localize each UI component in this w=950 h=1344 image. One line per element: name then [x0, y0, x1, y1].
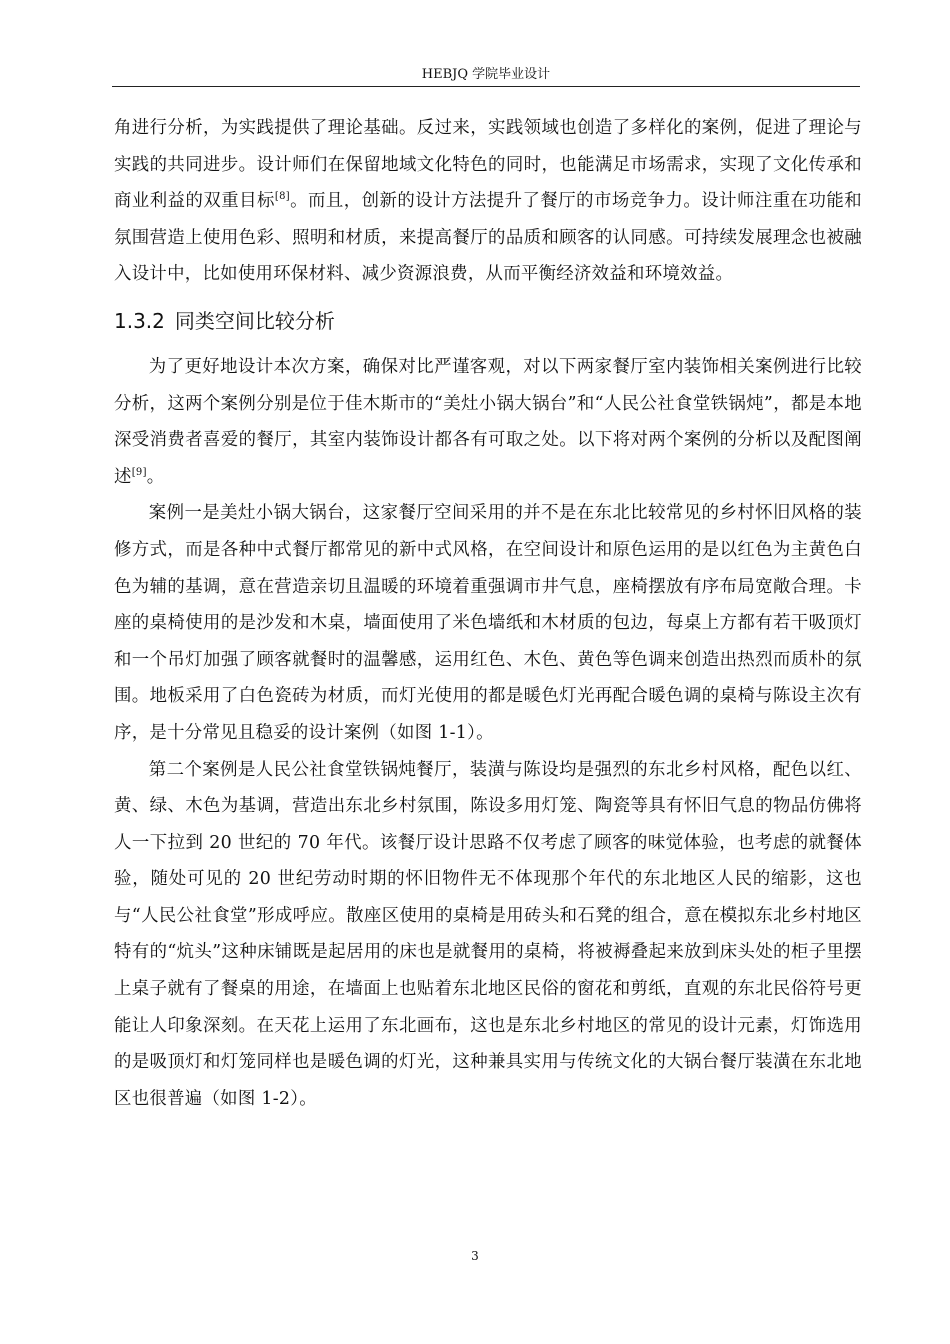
section-heading: [114, 293, 862, 349]
paragraph-text: 角进行分析，为实践提供了理论基础。反过来，实践领域也创造了多样化的案例，促进了理论与实践的共同进步。设计师们在保留地域文化特色的同时，也能满足市场需求，实现了文化传承和商业利益的双重目标: [114, 118, 862, 212]
paragraph-text: 。而且，创新的设计方法提升了餐厅的市场竞争力。设计师注重在功能和氛围营造上使用色彩、照明和材质，来提高餐厅的品质和顾客的认同感。可持续发展理念也被融入设计中，比如使用环保材料、减少资源浪费，从而平衡经济效益和环境效益。: [114, 191, 862, 285]
paragraph-case-one: 案例一是美灶小锅大锅台，这家餐厅空间采用的并不是在东北比较常见的乡村怀旧风格的装修方式，而是各种中式餐厅都常见的新中式风格，在空间设计和原色运用的是以红色为主黄色白色为辅的基调，意在营造亲切且温暖的环境着重强调市井气息，座椅摆放有序布局宽敞合理。卡座的桌椅使用的是沙发和木桌，墙面使用了米色墙纸和木材质的包边，每桌上方都有若干吸顶灯和一个吊灯加强了顾客就餐时的温馨感，运用红色、木色、黄色等色调来创造出热烈而质朴的氛围。地板采用了白色瓷砖为材质，而灯光使用的都是暖色灯光再配合暖色调的桌椅与陈设主次有序，是十分常见且稳妥的设计案例（如图 1-1）。: [114, 503, 862, 743]
paragraph-continuation: [114, 110, 862, 293]
paragraph-text: 。: [146, 466, 165, 487]
citation-marker: [8]: [274, 191, 290, 203]
page-header: [112, 66, 860, 84]
section-number: 1.3.2: [114, 308, 165, 333]
paragraph-text: 为了更好地设计本次方案，确保对比严谨客观，对以下两家餐厅室内装饰相关案例进行比较分析，这两个案例分别是位于佳木斯市的“美灶小锅大锅台”和“人民公社食堂铁锅炖”，都是本地深受消费者喜爱的餐厅，其室内装饰设计都各有可取之处。以下将对两个案例的分析以及配图阐述: [114, 356, 862, 487]
paragraph-intro: [114, 349, 862, 495]
header-rule: [112, 86, 860, 87]
paragraph-case-two: 第二个案例是人民公社食堂铁锅炖餐厅，装潢与陈设均是强烈的东北乡村风格，配色以红、黄、绿、木色为基调，营造出东北乡村氛围，陈设多用灯笼、陶瓷等具有怀旧气息的物品仿佛将人一下拉到 20 世纪的 70 年代。该餐厅设计思路不仅考虑了顾客的味觉体验，也考虑的就餐体验，随处可见的 20 世纪劳动时期的怀旧物件无不体现那个年代的东北地区人民的缩影，这也与“人民公社食堂”形成呼应。散座区使用的桌椅是用砖头和石凳的组合，意在模拟东北乡村地区特有的“炕头”这种床铺既是起居用的床也是就餐用的桌椅，将被褥叠起来放到床头处的柜子里摆上桌子就有了餐桌的用途，在墙面上也贴着东北地区民俗的窗花和剪纸，直观的东北民俗符号更能让人印象深刻。在天花上运用了东北画布，这也是东北乡村地区的常见的设计元素，灯饰选用的是吸顶灯和灯笼同样也是暖色调的灯光，这种兼具实用与传统文化的大锅台餐厅装潢在东北地区也很普遍（如图 1-2）。: [114, 759, 862, 1109]
page-body: [114, 110, 862, 1117]
header-title: HEBJQ 学院毕业设计: [421, 67, 551, 82]
page-number: 3: [471, 1249, 479, 1263]
section-title: 同类空间比较分析: [174, 308, 335, 333]
citation-marker: [9]: [131, 466, 147, 478]
